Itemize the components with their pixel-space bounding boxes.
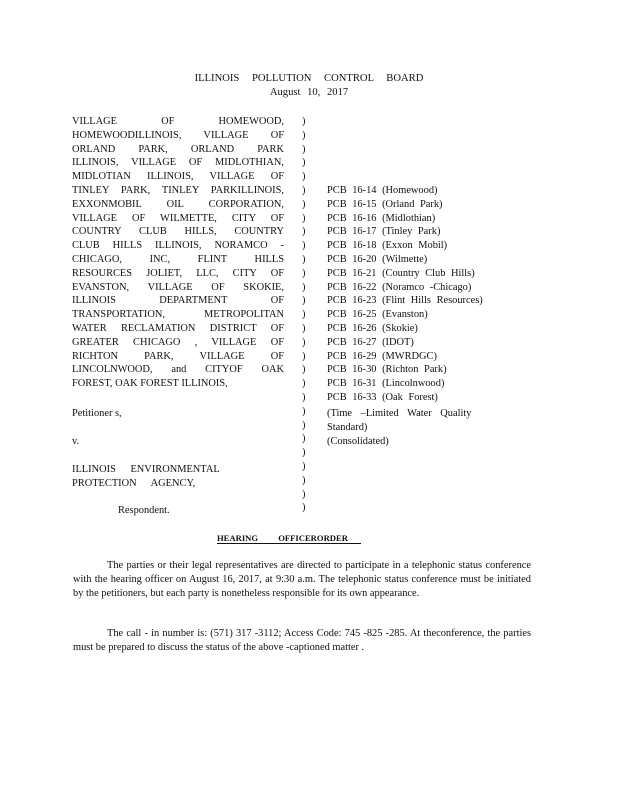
case-number: PCB 16-30 (Richton Park)	[327, 364, 447, 376]
case-type-line-1: (Time –Limited Water Quality	[327, 408, 472, 419]
caption-paren: )	[302, 364, 306, 376]
paragraph-1-text: The parties or their legal representatives are directed to participate in a telephonic status conference with the hearing officer on August 16, 2017, at 9:30 a.m. The telephonic status conference must be initiated by the petitioners, but each party is nonetheless responsible for its own appearance.	[73, 560, 531, 600]
caption-line: FOREST, OAK FOREST ILLINOIS,	[72, 378, 228, 390]
caption-paren: )	[302, 281, 306, 293]
respondent-label: Respondent.	[118, 505, 170, 516]
case-number: PCB 16-23 (Flint Hills Resources)	[327, 295, 483, 307]
case-number: PCB 16-27 (IDOT)	[327, 336, 414, 348]
paragraph-2-text: The call - in number is: (571) 317 -3112; Access Code: 745 -825 -285. At theconference, the parties must be prepared to discuss the status of the above -captioned matter .	[73, 628, 531, 654]
caption-paren: )	[302, 309, 306, 321]
case-number: PCB 16-18 (Exxon Mobil)	[327, 240, 448, 252]
caption-line: CLUB HILLS ILLINOIS, NORAMCO -	[72, 240, 284, 252]
caption-paren: )	[302, 240, 306, 252]
caption-paren: )	[302, 350, 306, 362]
case-number: PCB 16-17 (Tinley Park)	[327, 226, 441, 238]
caption-line: TRANSPORTATION, METROPOLITAN	[72, 309, 284, 321]
caption-line: LINCOLNWOOD, and CITYOF OAK	[72, 364, 284, 376]
caption-paren: )	[302, 157, 306, 169]
case-number: PCB 16-14 (Homewood)	[327, 185, 438, 196]
caption-paren: )	[302, 267, 306, 279]
caption-paren: )	[302, 460, 306, 472]
caption-line: ILLINOIS DEPARTMENT OF	[72, 295, 284, 307]
caption-paren: )	[302, 198, 306, 210]
consolidated-label: (Consolidated)	[327, 436, 389, 447]
case-number: PCB 16-26 (Skokie)	[327, 322, 418, 334]
caption-paren: )	[302, 212, 306, 224]
agency-heading: ILLINOIS POLLUTION CONTROL BOARD	[194, 73, 424, 84]
caption-paren: )	[302, 433, 306, 445]
caption-line: RICHTON PARK, VILLAGE OF	[72, 350, 284, 362]
caption-paren: )	[302, 502, 306, 514]
respondent-name-line-1: ILLINOIS ENVIRONMENTAL	[72, 464, 220, 475]
case-number: PCB 16-21 (Country Club Hills)	[327, 267, 475, 279]
caption-line: TINLEY PARK, TINLEY PARKILLINOIS,	[72, 184, 284, 196]
case-number: PCB 16-15 (Orland Park)	[327, 198, 443, 210]
caption-line: VILLAGE OF HOMEWOOD,	[72, 116, 284, 127]
caption-paren: )	[302, 419, 306, 431]
case-number: PCB 16-33 (Oak Forest)	[327, 391, 438, 403]
caption-line: ILLINOIS, VILLAGE OF MIDLOTHIAN,	[72, 157, 284, 169]
case-number: PCB 16-29 (MWRDGC)	[327, 350, 437, 362]
versus-label: v.	[72, 436, 80, 447]
caption-paren: )	[302, 378, 306, 390]
caption-paren: )	[302, 474, 306, 486]
caption-paren: )	[302, 295, 306, 307]
caption-parenthesis-column	[302, 115, 305, 515]
case-number: PCB 16-25 (Evanston)	[327, 309, 428, 321]
order-paragraph-1	[73, 559, 531, 602]
case-number: PCB 16-20 (Wilmette)	[327, 253, 428, 265]
caption-line: VILLAGE OF WILMETTE, CITY OF	[72, 212, 284, 224]
caption-paren: )	[302, 447, 306, 459]
caption-paren: )	[302, 184, 306, 196]
caption-line: EXXONMOBIL OIL CORPORATION,	[72, 198, 284, 210]
caption-line: CHICAGO, INC, FLINT HILLS	[72, 253, 284, 265]
case-caption-parties	[72, 115, 284, 391]
caption-line: COUNTRY CLUB HILLS, COUNTRY	[72, 226, 284, 238]
caption-line: RESOURCES JOLIET, LLC, CITY OF	[72, 267, 284, 279]
caption-paren: )	[302, 391, 306, 403]
caption-paren: )	[302, 171, 306, 183]
caption-paren: )	[302, 336, 306, 348]
caption-line: WATER RECLAMATION DISTRICT OF	[72, 322, 284, 334]
caption-paren: )	[302, 322, 306, 334]
caption-paren: )	[302, 488, 306, 500]
case-type-line-2: Standard)	[327, 422, 368, 433]
caption-paren: )	[302, 253, 306, 265]
caption-paren: )	[302, 405, 306, 417]
caption-paren: )	[302, 116, 306, 127]
caption-paren: )	[302, 143, 306, 155]
caption-line: MIDLOTIAN ILLINOIS, VILLAGE OF	[72, 171, 284, 183]
caption-line: GREATER CHICAGO , VILLAGE OF	[72, 336, 284, 348]
order-paragraph-2	[73, 627, 531, 655]
caption-paren: )	[302, 226, 306, 238]
respondent-name-line-2: PROTECTION AGENCY,	[72, 478, 196, 489]
order-date: August 10, 2017	[269, 87, 349, 98]
caption-line: EVANSTON, VILLAGE OF SKOKIE,	[72, 281, 284, 293]
case-number: PCB 16-22 (Noramco -Chicago)	[327, 281, 472, 293]
order-title: HEARING OFFICERORDER	[217, 533, 361, 544]
case-number: PCB 16-31 (Lincolnwood)	[327, 378, 445, 390]
petitioners-label: Petitioner s,	[72, 408, 122, 419]
case-numbers-list	[327, 184, 483, 405]
case-number: PCB 16-16 (Midlothian)	[327, 212, 436, 224]
caption-paren: )	[302, 129, 306, 141]
caption-line: HOMEWOODILLINOIS, VILLAGE OF	[72, 129, 284, 141]
caption-line: ORLAND PARK, ORLAND PARK	[72, 143, 284, 155]
